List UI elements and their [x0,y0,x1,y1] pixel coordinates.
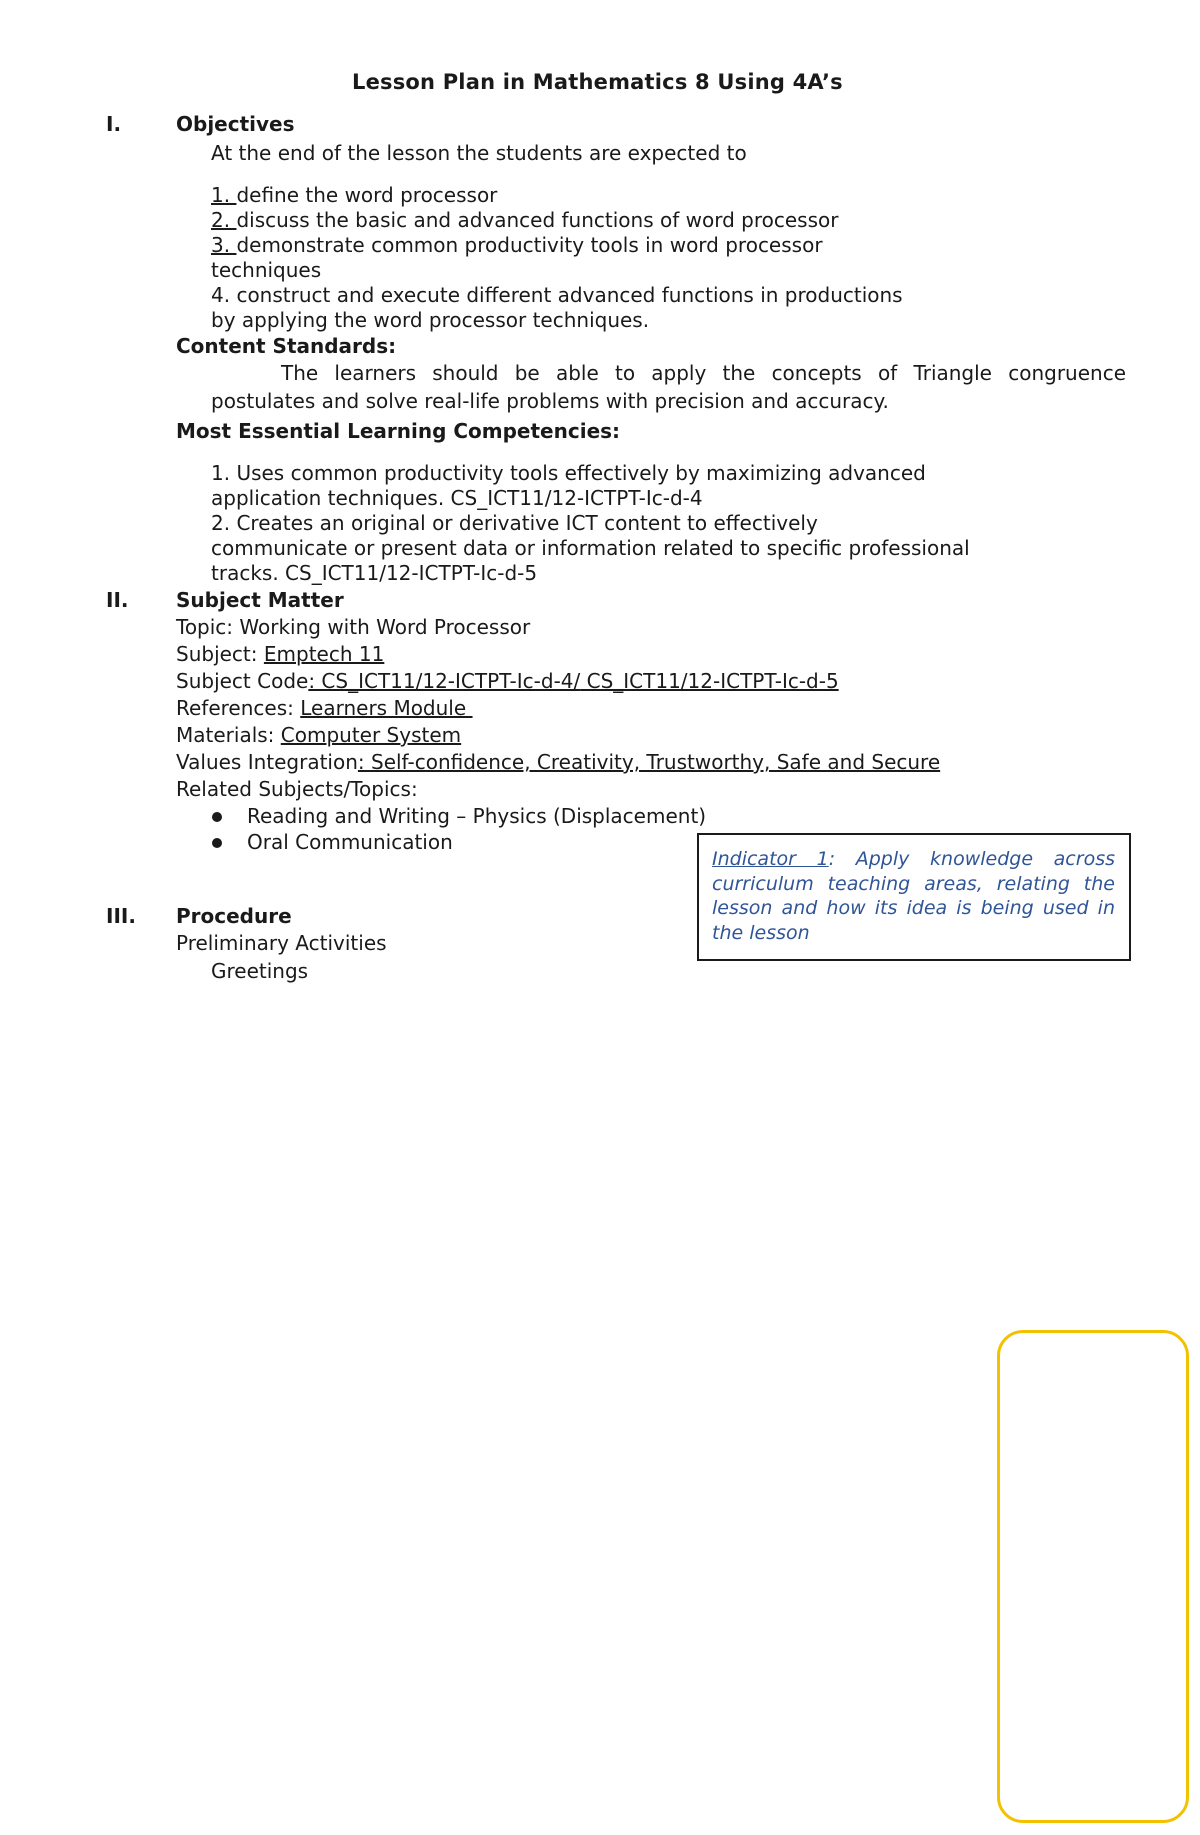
subject-matter-heading: Subject Matter [176,588,344,612]
objective-item-1 [211,183,497,207]
melc-line-3: 2. Creates an original or derivative ICT content to effectively [211,511,818,535]
section-numeral-objectives: I. [106,112,122,136]
references-value: Learners Module [300,696,473,720]
objective-item-4-cont: by applying the word processor techniques. [211,308,650,332]
content-standards-line-2: postulates and solve real-life problems with precision and accuracy. [211,389,889,413]
subject-code-line [176,669,839,693]
objective-text: construct and execute different advanced functions in productions [236,283,903,307]
bullet-icon [212,812,222,822]
indicator-link[interactable]: Indicator 1 [712,848,829,870]
indicator-text: : Apply knowledge across curriculum teaching areas, relating the lesson and how its idea is being used in the lesson [712,848,1115,944]
objectives-intro: At the end of the lesson the students are expected to [211,141,747,165]
subject-code-value-2: CS_ICT11/12-ICTPT-Ic-d-5 [580,669,839,693]
melc-line-5: tracks. CS_ICT11/12-ICTPT-Ic-d-5 [211,561,538,585]
objective-number: 2. [211,208,237,232]
references-line [176,696,473,720]
melc-heading: Most Essential Learning Competencies: [176,419,621,443]
related-subjects-label: Related Subjects/Topics: [176,777,418,801]
content-standards-heading: Content Standards: [176,334,397,358]
document-title: Lesson Plan in Mathematics 8 Using 4A’s [352,70,843,94]
subject-value: Emptech 11 [263,642,385,666]
melc-line-1: 1. Uses common productivity tools effectively by maximizing advanced [211,461,926,485]
objective-item-3 [211,233,823,257]
materials-label: Materials: [176,723,281,747]
subject-line [176,642,384,666]
objective-item-3-cont: techniques [211,258,322,282]
related-item-1: Reading and Writing – Physics (Displacement) [247,804,707,828]
objective-number: 4. [211,283,237,307]
subject-code-value-1: : CS_ICT11/12-ICTPT-Ic-d-4/ [308,669,581,693]
greetings: Greetings [211,959,309,983]
content-standards-line-1: The learners should be able to apply the concepts of Triangle congruence [281,361,1126,385]
materials-line [176,723,461,747]
preliminary-activities: Preliminary Activities [176,931,387,955]
references-label: References: [176,696,301,720]
related-item-2: Oral Communication [247,830,453,854]
melc-line-4: communicate or present data or information related to specific professional [211,536,970,560]
objective-number: 1. [211,183,237,207]
materials-value: Computer System [280,723,462,747]
indicator-box [697,833,1131,961]
procedure-heading: Procedure [176,904,292,928]
melc-line-2: application techniques. CS_ICT11/12-ICTPT-Ic-d-4 [211,486,703,510]
objective-text: demonstrate common productivity tools in word processor [236,233,823,257]
subject-label: Subject: [176,642,264,666]
subject-code-label: Subject Code [176,669,309,693]
topic-line: Topic: Working with Word Processor [176,615,531,639]
objective-number: 3. [211,233,237,257]
objective-text: define the word processor [236,183,498,207]
section-numeral-procedure: III. [106,904,136,928]
yellow-rounded-frame [997,1330,1189,1823]
values-integration-line [176,750,940,774]
values-label: Values Integration [176,750,358,774]
values-value: : Self-confidence, Creativity, Trustworthy, Safe and Secure [357,750,941,774]
objectives-heading: Objectives [176,112,295,136]
bullet-icon [212,838,222,848]
objective-text: discuss the basic and advanced functions of word processor [236,208,839,232]
objective-item-2 [211,208,838,232]
section-numeral-subject-matter: II. [106,588,129,612]
objective-item-4 [211,283,903,307]
